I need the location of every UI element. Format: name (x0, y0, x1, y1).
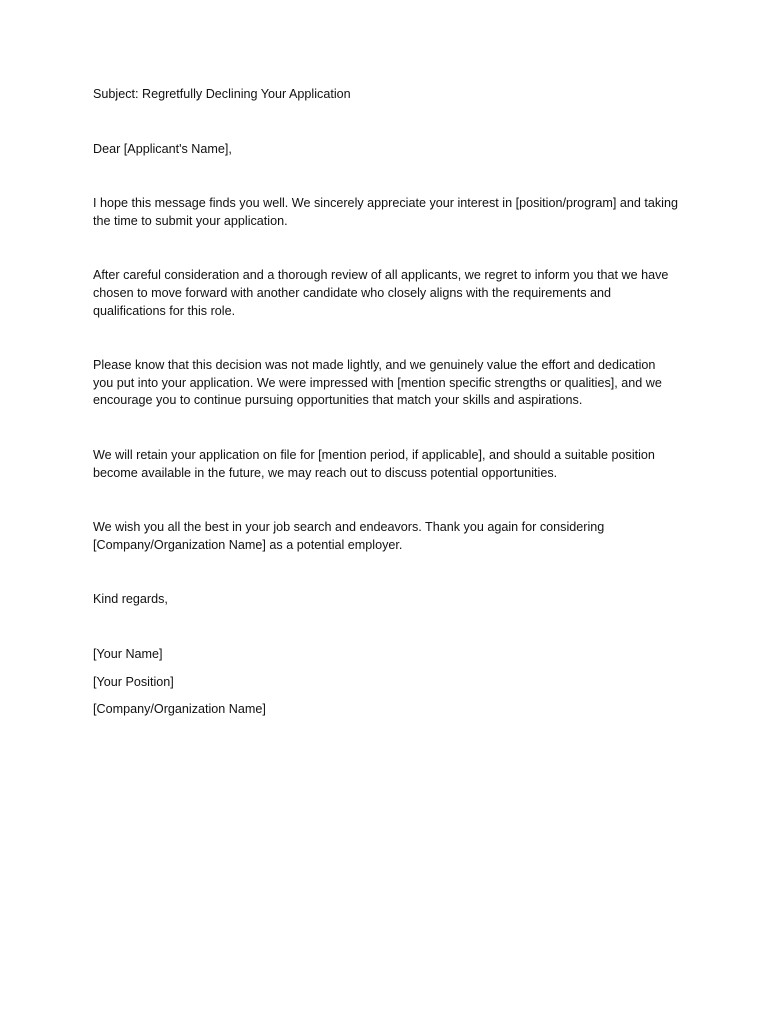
paragraph-decision: After careful consideration and a thorough review of all applicants, we regret to inform you that we have chosen to move forward with another candidate who closely aligns with the requirements and qualifications for this role. (93, 268, 669, 318)
signature-name: [Your Name] (93, 646, 163, 661)
paragraph-appreciation: Please know that this decision was not made lightly, and we genuinely value the effort and dedication you put into your application. We were impressed with [mention specific strengths or qualities], and we encourage you to continue pursuing opportunities that match your skills and aspirations. (93, 358, 662, 408)
signature-company: [Company/Organization Name] (93, 702, 266, 717)
paragraph-retain-application: We will retain your application on file for [mention period, if applicable], and should a suitable position become available in the future, we may reach out to discuss potential opportunities. (93, 447, 655, 480)
paragraph-best-wishes: We wish you all the best in your job search and endeavors. Thank you again for considering [Company/Organization Name] as a potential employer. (93, 520, 605, 552)
greeting: Dear [Applicant's Name], (93, 141, 232, 156)
closing: Kind regards, (93, 592, 168, 607)
letter-body (93, 86, 678, 729)
paragraph-intro: I hope this message finds you well. We sincerely appreciate your interest in [position/program] and taking the time to submit your application. (93, 196, 678, 228)
signature-position: [Your Position] (93, 674, 174, 689)
subject-line: Subject: Regretfully Declining Your Application (93, 87, 351, 101)
